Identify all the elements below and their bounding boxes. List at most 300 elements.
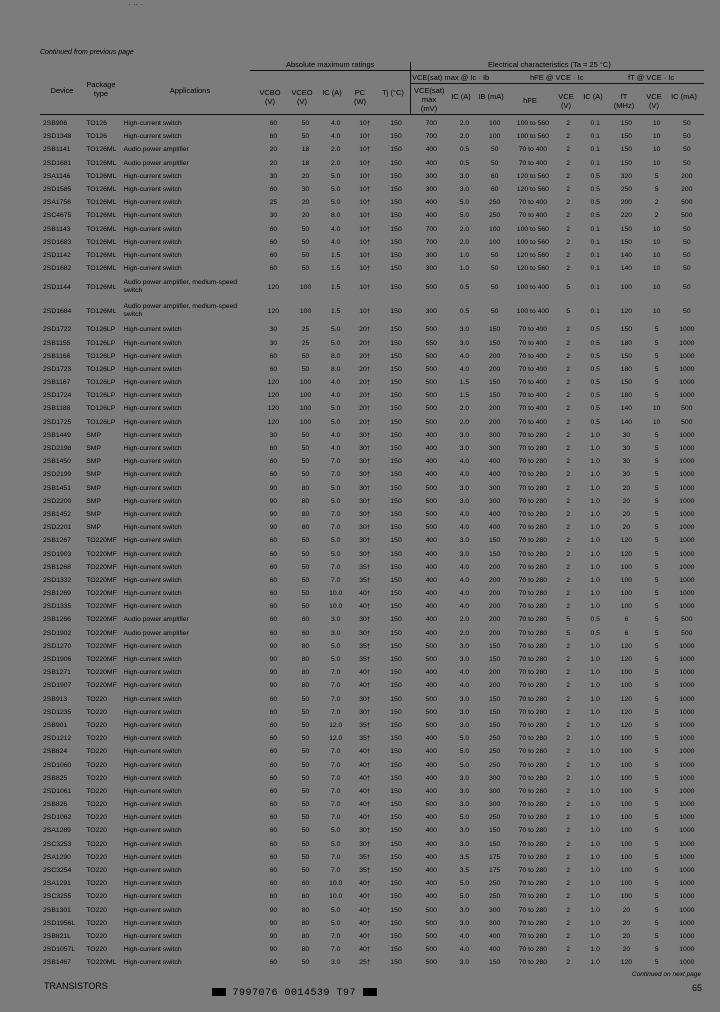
table-cell: 1000	[679, 445, 695, 453]
table-row	[40, 183, 704, 196]
table-cell: 70 to 280	[518, 880, 548, 888]
table-cell: 5.0	[331, 840, 341, 848]
table-cell: 2	[566, 550, 570, 558]
table-cell: 5.0	[459, 748, 470, 756]
table-cell: 0.1	[590, 159, 600, 167]
table-cell: TO126LP	[86, 379, 116, 387]
table-row	[40, 455, 704, 468]
table-cell: 2	[566, 225, 570, 233]
table-cell: 2	[566, 563, 570, 571]
table-cell: 2SB1141	[43, 146, 71, 154]
table-cell: 400	[425, 550, 437, 558]
table-cell: 80	[301, 510, 310, 518]
table-cell: 500	[681, 418, 693, 426]
table-cell: 35†	[359, 656, 371, 664]
table-cell: 2SB1451	[43, 484, 71, 492]
table-cell: 2	[566, 867, 570, 875]
table-cell: 50	[301, 695, 310, 703]
table-row	[40, 574, 704, 587]
table-cell: 400	[425, 853, 437, 861]
col-vcesat: VCE(sat) max (mV)	[414, 86, 445, 113]
table-cell: TO126ML	[86, 186, 117, 194]
table-cell: 60	[269, 251, 278, 259]
table-cell: 300	[425, 186, 437, 194]
table-cell: 60	[269, 748, 278, 756]
page-number: 65	[692, 983, 703, 993]
table-cell: 60	[269, 761, 278, 769]
table-cell: 120	[267, 379, 280, 387]
table-cell: 5	[654, 642, 659, 650]
table-cell: 70 to 400	[518, 326, 548, 334]
table-cell: 500	[425, 801, 437, 809]
table-cell: 150	[390, 212, 402, 220]
table-cell: 60	[269, 550, 278, 558]
table-cell: 120 to 560	[516, 265, 549, 273]
table-cell: 25	[269, 199, 278, 207]
table-cell: 2SB1268	[43, 563, 71, 571]
table-cell: 4.0	[459, 576, 470, 584]
table-cell: High-current switch	[123, 959, 182, 967]
table-cell: 100	[299, 283, 312, 291]
table-cell: 150	[488, 550, 501, 558]
table-cell: 150	[390, 721, 402, 729]
table-cell: 4.0	[331, 120, 341, 128]
table-cell: 500	[425, 484, 437, 492]
table-cell: 150	[390, 590, 402, 598]
table-cell: 0.5	[590, 172, 600, 180]
col-vcbo: VCBO (V)	[259, 88, 281, 106]
table-cell: 5	[654, 893, 659, 901]
table-row	[40, 811, 704, 824]
table-cell: 3.0	[331, 959, 341, 967]
elec-char-heading: Electrical characteristics (Ta = 25 °C)	[488, 60, 611, 69]
table-cell: High-current switch	[123, 418, 182, 426]
table-cell: 180	[620, 365, 633, 373]
table-cell: 500	[425, 418, 437, 426]
table-cell: 8.0	[331, 212, 341, 220]
table-cell: 90	[269, 642, 278, 650]
table-cell: 90	[269, 510, 278, 518]
table-cell: 60	[269, 576, 278, 584]
table-cell: 100 to 560	[516, 133, 549, 141]
table-cell: 0.1	[590, 307, 600, 315]
table-row	[40, 758, 704, 771]
table-cell: 400	[488, 524, 501, 532]
table-cell: 5	[654, 524, 659, 532]
table-cell: 5.0	[331, 656, 341, 664]
table-cell: TO126LP	[86, 352, 116, 360]
table-cell: High-current switch	[123, 445, 182, 453]
table-cell: 70 to 280	[518, 932, 548, 940]
table-cell: 200	[488, 669, 501, 677]
table-cell: 20	[269, 146, 278, 154]
table-cell: 150	[390, 550, 402, 558]
table-cell: 70 to 280	[518, 616, 548, 624]
table-cell: 120	[620, 959, 633, 967]
table-cell: 40†	[359, 669, 371, 677]
table-row	[40, 170, 704, 183]
table-cell: 200	[488, 590, 501, 598]
table-cell: 150	[488, 392, 501, 400]
table-cell: 3.0	[459, 708, 470, 716]
table-cell: 2	[566, 893, 570, 901]
table-cell: 200	[488, 576, 501, 584]
table-row	[40, 772, 704, 785]
table-cell: 2	[566, 497, 570, 505]
table-row	[40, 956, 704, 969]
table-cell: 500	[425, 352, 437, 360]
table-cell: 60	[301, 629, 310, 637]
table-cell: 35†	[359, 735, 371, 743]
table-cell: 150	[390, 283, 402, 291]
table-cell: 5.0	[331, 497, 341, 505]
table-cell: 1000	[679, 946, 695, 954]
table-cell: 150	[488, 695, 501, 703]
table-cell: High-current switch	[123, 932, 182, 940]
table-cell: 1000	[679, 840, 695, 848]
table-row	[40, 613, 704, 626]
table-cell: 5	[654, 721, 659, 729]
table-row	[40, 798, 704, 811]
table-row	[40, 864, 704, 877]
table-cell: 1000	[679, 932, 695, 940]
table-cell: 12.0	[329, 735, 343, 743]
table-cell: 7.0	[331, 853, 341, 861]
table-cell: 400	[425, 867, 437, 875]
table-cell: 50	[490, 251, 499, 259]
table-cell: 1000	[679, 431, 695, 439]
table-cell: 70 to 400	[518, 418, 548, 426]
table-cell: 2	[566, 238, 570, 246]
table-cell: 5	[654, 629, 659, 637]
table-cell: 60	[269, 708, 278, 716]
table-cell: 5	[654, 867, 659, 875]
table-cell: 40†	[359, 919, 371, 927]
table-cell: TO126	[86, 120, 107, 128]
table-cell: 30	[301, 186, 310, 194]
table-cell: 60	[490, 186, 499, 194]
table-cell: 250	[488, 212, 501, 220]
table-cell: TO126ML	[86, 307, 117, 315]
table-cell: High-current switch	[123, 801, 182, 809]
table-cell: 2	[654, 212, 659, 220]
table-cell: 150	[488, 339, 501, 347]
table-cell: 150	[390, 616, 402, 624]
table-cell: TO126LP	[86, 326, 116, 334]
table-cell: 70 to 280	[518, 497, 548, 505]
table-cell: TO220	[86, 919, 107, 927]
table-cell: Audio power amplifier	[123, 629, 189, 637]
table-cell: 10†	[359, 283, 371, 291]
table-cell: 1.5	[331, 283, 341, 291]
table-cell: 2SD1585	[43, 186, 72, 194]
table-cell: 1.0	[590, 761, 600, 769]
table-cell: High-current switch	[123, 590, 182, 598]
table-cell: 140	[620, 251, 633, 259]
table-cell: 250	[488, 893, 501, 901]
table-cell: 7.0	[331, 867, 341, 875]
table-cell: 320	[620, 172, 633, 180]
table-cell: 6	[624, 616, 629, 624]
table-cell: 0.1	[590, 225, 600, 233]
table-cell: 70 to 280	[518, 550, 548, 558]
table-cell: 2	[566, 445, 570, 453]
table-cell: 150	[620, 238, 633, 246]
table-row	[40, 468, 704, 481]
table-cell: 50	[301, 853, 310, 861]
table-cell: 150	[390, 867, 402, 875]
table-cell: 100	[620, 893, 633, 901]
table-cell: 2SD1332	[43, 576, 72, 584]
table-cell: 70 to 400	[518, 379, 548, 387]
table-cell: 30†	[359, 550, 371, 558]
table-cell: High-current switch	[123, 880, 182, 888]
table-cell: 2	[566, 405, 570, 413]
table-cell: 60	[269, 445, 278, 453]
table-cell: TO220MF	[86, 682, 117, 690]
table-cell: High-current switch	[123, 186, 182, 194]
table-cell: 100	[620, 880, 633, 888]
table-cell: 700	[425, 120, 437, 128]
table-cell: High-current switch	[123, 695, 182, 703]
table-cell: 150	[620, 379, 633, 387]
table-cell: 5	[654, 616, 659, 624]
table-cell: 5	[654, 172, 659, 180]
table-cell: High-current switch	[123, 656, 182, 664]
table-cell: 5	[654, 550, 659, 558]
table-cell: 70 to 280	[518, 576, 548, 584]
table-cell: 200	[488, 352, 501, 360]
table-cell: 100	[488, 120, 501, 128]
table-row	[40, 117, 704, 130]
table-cell: 150	[620, 352, 633, 360]
table-cell: 2	[566, 265, 570, 273]
table-cell: 60	[269, 537, 278, 545]
table-cell: 1.0	[590, 576, 600, 584]
table-cell: 2	[566, 801, 570, 809]
table-cell: 25	[301, 326, 310, 334]
table-cell: 400	[425, 590, 437, 598]
table-cell: 150	[390, 471, 402, 479]
table-cell: TO220	[86, 867, 107, 875]
table-cell: TO220	[86, 801, 107, 809]
table-cell: 2	[566, 251, 570, 259]
table-cell: 4.0	[459, 458, 470, 466]
table-cell: 4.0	[459, 365, 470, 373]
table-cell: 2.0	[459, 629, 470, 637]
continued-next-note: Continued on next page	[632, 971, 702, 978]
table-cell: TO126ML	[86, 199, 117, 207]
table-cell: 500	[425, 642, 437, 650]
table-row	[40, 627, 704, 640]
table-cell: TO126ML	[86, 238, 117, 246]
table-cell: SMP	[86, 458, 101, 466]
table-cell: 300	[488, 484, 501, 492]
table-row	[40, 482, 704, 495]
table-cell: 5	[654, 379, 659, 387]
table-cell: 70 to 280	[518, 524, 548, 532]
table-cell: 50	[683, 265, 691, 273]
table-cell: 150	[390, 642, 402, 650]
table-cell: 0.1	[590, 265, 600, 273]
table-cell: High-current switch	[123, 669, 182, 677]
table-cell: 1000	[679, 906, 695, 914]
table-cell: 100 to 400	[516, 307, 549, 315]
table-cell: 7.0	[331, 510, 341, 518]
table-cell: 300	[488, 497, 501, 505]
table-cell: 1.0	[590, 787, 600, 795]
table-cell: High-current switch	[123, 339, 182, 347]
table-cell: 150	[390, 365, 402, 373]
table-cell: 30	[269, 212, 278, 220]
table-cell: 70 to 400	[518, 405, 548, 413]
table-cell: 1.0	[590, 682, 600, 690]
abs-max-rule	[250, 70, 410, 71]
table-cell: 50	[301, 576, 310, 584]
table-row	[40, 402, 704, 415]
table-cell: 80	[301, 682, 310, 690]
table-cell: 150	[390, 563, 402, 571]
table-cell: SMP	[86, 431, 101, 439]
table-cell: 20†	[359, 379, 371, 387]
table-cell: 80	[301, 906, 310, 914]
table-cell: 60	[269, 238, 278, 246]
table-cell: 5.0	[459, 893, 470, 901]
table-cell: 4.0	[331, 431, 341, 439]
table-cell: 2SD1144	[43, 283, 71, 291]
table-cell: 5.0	[331, 418, 341, 426]
table-cell: 20	[622, 484, 631, 492]
table-cell: 5	[654, 761, 659, 769]
col-vce: VCE (V)	[558, 92, 574, 110]
table-cell: 3.0	[459, 431, 470, 439]
table-cell: 10†	[359, 265, 371, 273]
table-cell: 10†	[359, 238, 371, 246]
table-cell: 1.0	[590, 510, 600, 518]
table-cell: 1.5	[331, 265, 341, 273]
table-cell: 1000	[679, 880, 695, 888]
table-cell: 2SD2199	[43, 471, 72, 479]
table-cell: 70 to 280	[518, 603, 548, 611]
table-row	[40, 877, 704, 890]
table-row	[40, 416, 704, 429]
table-cell: 2SB821L	[43, 932, 71, 940]
table-cell: 1.0	[590, 656, 600, 664]
table-cell: 120	[267, 307, 280, 315]
table-row	[40, 521, 704, 534]
table-row	[40, 706, 704, 719]
table-cell: 120	[267, 418, 280, 426]
table-cell: 150	[390, 814, 402, 822]
table-cell: 50	[301, 445, 310, 453]
table-cell: 120 to 560	[516, 172, 549, 180]
table-cell: 1000	[679, 471, 695, 479]
table-cell: 5.0	[331, 827, 341, 835]
table-cell: 150	[620, 120, 633, 128]
table-cell: 35†	[359, 721, 371, 729]
table-cell: 4.0	[331, 379, 341, 387]
table-cell: 150	[390, 880, 402, 888]
table-cell: TO220	[86, 708, 107, 716]
table-cell: 5	[654, 787, 659, 795]
table-cell: 50	[301, 840, 310, 848]
table-cell: 4.0	[331, 238, 341, 246]
table-cell: 3.0	[459, 656, 470, 664]
table-cell: 0.5	[590, 392, 600, 400]
table-cell: 1.0	[590, 906, 600, 914]
table-cell: 60	[269, 814, 278, 822]
table-cell: 5.0	[331, 199, 341, 207]
table-cell: SMP	[86, 524, 101, 532]
table-cell: 400	[425, 774, 437, 782]
table-cell: 2SB1269	[43, 590, 71, 598]
table-row	[40, 196, 704, 209]
table-cell: 20†	[359, 339, 371, 347]
col-pc: PC (W)	[353, 88, 367, 106]
table-cell: 10	[652, 283, 661, 291]
table-cell: 150	[390, 537, 402, 545]
table-cell: 2	[566, 695, 570, 703]
table-cell: 200	[488, 405, 501, 413]
table-cell: 60	[269, 867, 278, 875]
table-cell: 1.0	[590, 669, 600, 677]
table-cell: 2	[566, 656, 570, 664]
table-cell: 1.0	[590, 919, 600, 927]
table-cell: 0.5	[459, 146, 470, 154]
table-cell: 150	[488, 642, 501, 650]
table-cell: TO220	[86, 840, 107, 848]
table-cell: 1.5	[331, 307, 341, 315]
table-row	[40, 547, 704, 560]
table-cell: 80	[301, 484, 310, 492]
table-cell: 5	[654, 748, 659, 756]
table-cell: 2	[566, 919, 570, 927]
table-cell: 1.0	[590, 853, 600, 861]
table-cell: High-current switch	[123, 431, 182, 439]
table-cell: 10†	[359, 159, 371, 167]
table-cell: High-current switch	[123, 238, 182, 246]
table-cell: 10	[652, 238, 661, 246]
table-cell: 90	[269, 484, 278, 492]
table-cell: 150	[390, 445, 402, 453]
table-cell: 300	[488, 801, 501, 809]
table-cell: 1000	[679, 827, 695, 835]
table-cell: 140	[620, 405, 633, 413]
table-cell: 1000	[679, 603, 695, 611]
table-cell: 70 to 280	[518, 590, 548, 598]
table-cell: TO220MF	[86, 629, 117, 637]
table-cell: 180	[620, 339, 633, 347]
table-cell: 20†	[359, 418, 371, 426]
table-cell: 30	[622, 431, 631, 439]
table-row	[40, 363, 704, 376]
table-cell: 3.5	[459, 853, 470, 861]
table-cell: 150	[390, 735, 402, 743]
table-cell: 150	[620, 159, 633, 167]
table-cell: 70 to 280	[518, 814, 548, 822]
table-cell: 60	[269, 471, 278, 479]
table-cell: 5.0	[331, 339, 341, 347]
table-cell: 1000	[679, 392, 695, 400]
table-cell: 150	[620, 133, 633, 141]
table-cell: 80	[301, 669, 310, 677]
table-cell: 200	[488, 616, 501, 624]
table-cell: 50	[301, 721, 310, 729]
table-cell: 150	[390, 906, 402, 914]
table-cell: 150	[620, 146, 633, 154]
table-cell: 70 to 400	[518, 212, 548, 220]
table-cell: 300	[425, 265, 437, 273]
